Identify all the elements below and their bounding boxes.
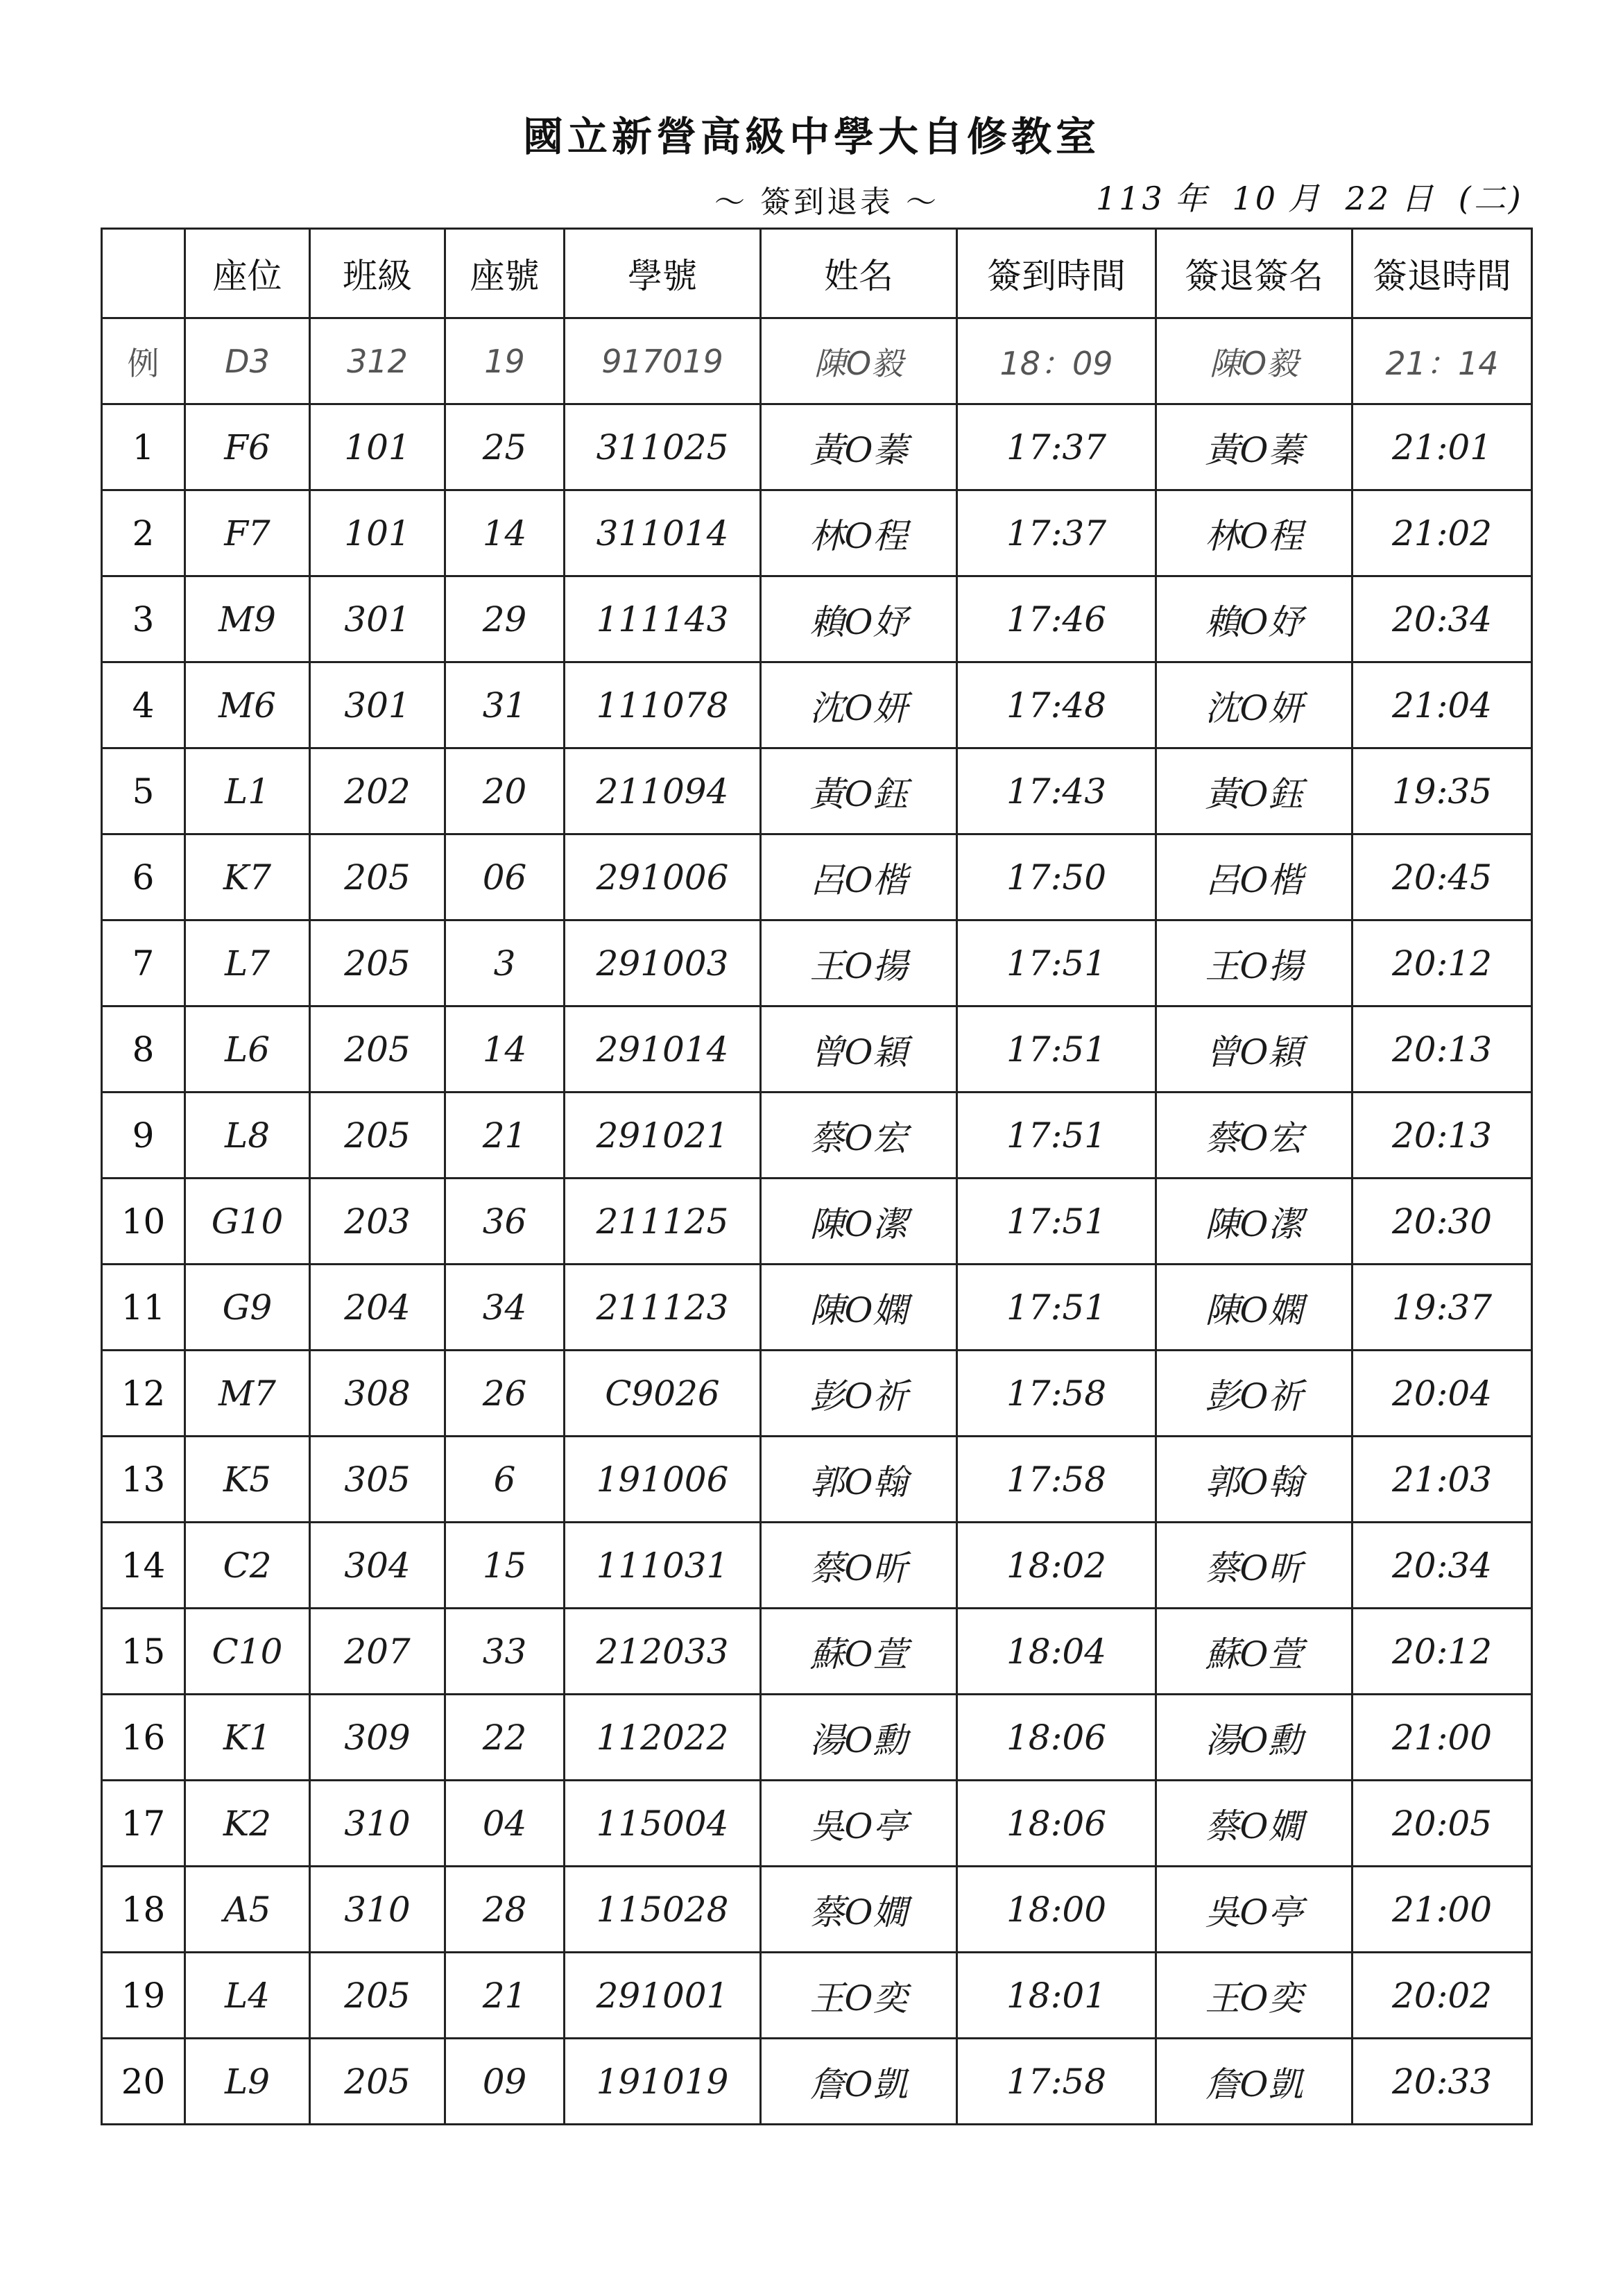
cell-checkin-time: 17:43 [957, 748, 1156, 834]
cell-checkin-time: 17:51 [957, 1093, 1156, 1179]
cell-checkout-time: 19:35 [1352, 748, 1532, 834]
cell-seat: C10 [185, 1609, 310, 1695]
cell-class: 301 [310, 662, 445, 748]
cell-seat: L1 [185, 748, 310, 834]
table-row [102, 404, 1532, 490]
cell-number: 09 [445, 2039, 565, 2125]
cell-seat: F6 [185, 404, 310, 490]
cell-seat: M6 [185, 662, 310, 748]
cell-checkout-time: 20:02 [1352, 1953, 1532, 2039]
cell-class: 205 [310, 1093, 445, 1179]
table-row [102, 834, 1532, 920]
cell-student-id: 291021 [565, 1093, 761, 1179]
cell-seat: G10 [185, 1179, 310, 1265]
table-row [102, 490, 1532, 576]
column-header-checkout-signature: 簽退簽名 [1156, 229, 1352, 318]
row-number: 9 [102, 1093, 185, 1179]
cell-number: 21 [445, 1953, 565, 2039]
cell-checkout-time: 21:00 [1352, 1867, 1532, 1953]
cell-checkout-signature: 陳O嫻 [1156, 1265, 1352, 1351]
example-row [102, 318, 1532, 404]
row-number: 6 [102, 834, 185, 920]
cell-checkout-time: 21:02 [1352, 490, 1532, 576]
cell-checkin-time: 17:37 [957, 404, 1156, 490]
cell-name: 彭O祈 [761, 1351, 957, 1437]
table-row [102, 1265, 1532, 1351]
cell-number: 3 [445, 920, 565, 1006]
table-row [102, 662, 1532, 748]
cell-checkout-time: 21:01 [1352, 404, 1532, 490]
cell-student-id: 311025 [565, 404, 761, 490]
cell-class: 101 [310, 490, 445, 576]
row-number: 12 [102, 1351, 185, 1437]
table-row [102, 920, 1532, 1006]
cell-number: 29 [445, 576, 565, 662]
cell-name: 林O程 [761, 490, 957, 576]
cell-checkout-signature: 呂O楷 [1156, 834, 1352, 920]
cell-checkin-time: 18:06 [957, 1695, 1156, 1781]
cell-checkout-signature: 王O奕 [1156, 1953, 1352, 2039]
cell-class: 202 [310, 748, 445, 834]
cell-checkin-time: 18:02 [957, 1523, 1156, 1609]
cell-student-id: 111078 [565, 662, 761, 748]
row-number: 15 [102, 1609, 185, 1695]
row-number: 14 [102, 1523, 185, 1609]
cell-name: 蔡O昕 [761, 1523, 957, 1609]
row-number: 13 [102, 1437, 185, 1523]
cell-student-id: 112022 [565, 1695, 761, 1781]
cell-student-id: 211123 [565, 1265, 761, 1351]
cell-seat: A5 [185, 1867, 310, 1953]
table-row [102, 1006, 1532, 1093]
cell-checkin-time: 17:50 [957, 834, 1156, 920]
cell-name: 蘇O萱 [761, 1609, 957, 1695]
row-number: 17 [102, 1781, 185, 1867]
cell-checkout-time: 20:05 [1352, 1781, 1532, 1867]
cell-student-id: 111031 [565, 1523, 761, 1609]
cell-seat: K1 [185, 1695, 310, 1781]
cell-name: 吳O亭 [761, 1781, 957, 1867]
cell-number: 28 [445, 1867, 565, 1953]
cell-class: 205 [310, 834, 445, 920]
cell-name: 賴O妤 [761, 576, 957, 662]
cell-checkin-time: 17:48 [957, 662, 1156, 748]
row-number: 3 [102, 576, 185, 662]
column-header-number: 座號 [445, 229, 565, 318]
cell-name: 呂O楷 [761, 834, 957, 920]
cell-name: 郭O翰 [761, 1437, 957, 1523]
example-label: 例 [102, 318, 185, 404]
cell-name: 黃O蓁 [761, 404, 957, 490]
column-header-checkin-time: 簽到時間 [957, 229, 1156, 318]
date-weekday: (二) [1458, 180, 1524, 217]
cell-class: 301 [310, 576, 445, 662]
cell-name: 陳O嫻 [761, 1265, 957, 1351]
cell-checkout-signature: 蘇O萱 [1156, 1609, 1352, 1695]
cell-student-id: 291001 [565, 1953, 761, 2039]
row-number: 11 [102, 1265, 185, 1351]
cell-seat: K5 [185, 1437, 310, 1523]
cell-number: 14 [445, 1006, 565, 1093]
cell-class: 304 [310, 1523, 445, 1609]
column-header-name: 姓名 [761, 229, 957, 318]
cell-checkout-time: 20:33 [1352, 2039, 1532, 2125]
example-class: 312 [310, 318, 445, 404]
row-number: 8 [102, 1006, 185, 1093]
cell-name: 蔡O嫺 [761, 1867, 957, 1953]
cell-number: 21 [445, 1093, 565, 1179]
cell-checkin-time: 17:51 [957, 1006, 1156, 1093]
cell-checkout-time: 20:34 [1352, 576, 1532, 662]
cell-checkin-time: 17:58 [957, 2039, 1156, 2125]
cell-student-id: 191019 [565, 2039, 761, 2125]
row-number: 1 [102, 404, 185, 490]
cell-class: 305 [310, 1437, 445, 1523]
cell-checkout-signature: 林O程 [1156, 490, 1352, 576]
table-row [102, 1867, 1532, 1953]
cell-seat: L7 [185, 920, 310, 1006]
cell-number: 26 [445, 1351, 565, 1437]
cell-name: 湯O勳 [761, 1695, 957, 1781]
signin-table [101, 228, 1533, 2125]
cell-class: 205 [310, 2039, 445, 2125]
cell-student-id: 111143 [565, 576, 761, 662]
cell-seat: M7 [185, 1351, 310, 1437]
row-number: 2 [102, 490, 185, 576]
date-day: 22 [1345, 180, 1392, 217]
cell-checkout-time: 19:37 [1352, 1265, 1532, 1351]
cell-class: 101 [310, 404, 445, 490]
cell-seat: C2 [185, 1523, 310, 1609]
cell-student-id: 291003 [565, 920, 761, 1006]
date-day-unit: 日 [1401, 180, 1436, 217]
form-subtitle: ～ 簽到退表 ～ [714, 185, 939, 220]
cell-checkout-time: 21:03 [1352, 1437, 1532, 1523]
cell-seat: G9 [185, 1265, 310, 1351]
column-header-student-id: 學號 [565, 229, 761, 318]
cell-name: 陳O潔 [761, 1179, 957, 1265]
cell-checkout-signature: 賴O妤 [1156, 576, 1352, 662]
cell-checkin-time: 17:51 [957, 1179, 1156, 1265]
cell-checkout-time: 20:13 [1352, 1093, 1532, 1179]
cell-checkin-time: 18:00 [957, 1867, 1156, 1953]
row-number: 16 [102, 1695, 185, 1781]
cell-student-id: 291006 [565, 834, 761, 920]
example-number: 19 [445, 318, 565, 404]
cell-class: 309 [310, 1695, 445, 1781]
column-header-seat: 座位 [185, 229, 310, 318]
cell-number: 33 [445, 1609, 565, 1695]
cell-checkout-time: 20:12 [1352, 1609, 1532, 1695]
cell-checkout-signature: 詹O凱 [1156, 2039, 1352, 2125]
cell-checkin-time: 17:37 [957, 490, 1156, 576]
example-student-id: 917019 [565, 318, 761, 404]
cell-name: 蔡O宏 [761, 1093, 957, 1179]
cell-class: 203 [310, 1179, 445, 1265]
table-row [102, 1179, 1532, 1265]
cell-number: 6 [445, 1437, 565, 1523]
cell-number: 06 [445, 834, 565, 920]
cell-checkout-time: 20:30 [1352, 1179, 1532, 1265]
cell-checkout-signature: 湯O勳 [1156, 1695, 1352, 1781]
cell-class: 205 [310, 1006, 445, 1093]
date-month-unit: 月 [1287, 180, 1323, 217]
cell-checkin-time: 17:51 [957, 920, 1156, 1006]
cell-checkout-signature: 黃O蓁 [1156, 404, 1352, 490]
table-row [102, 576, 1532, 662]
cell-class: 310 [310, 1781, 445, 1867]
cell-checkout-signature: 蔡O嫺 [1156, 1781, 1352, 1867]
cell-student-id: 191006 [565, 1437, 761, 1523]
cell-class: 205 [310, 1953, 445, 2039]
cell-checkout-time: 20:04 [1352, 1351, 1532, 1437]
cell-class: 205 [310, 920, 445, 1006]
date-year-unit: 年 [1174, 180, 1210, 217]
cell-checkout-signature: 蔡O昕 [1156, 1523, 1352, 1609]
column-header-class: 班級 [310, 229, 445, 318]
cell-checkout-signature: 曾O穎 [1156, 1006, 1352, 1093]
row-number: 4 [102, 662, 185, 748]
cell-seat: L4 [185, 1953, 310, 2039]
cell-seat: M9 [185, 576, 310, 662]
cell-name: 曾O穎 [761, 1006, 957, 1093]
cell-checkout-signature: 沈O妍 [1156, 662, 1352, 748]
cell-seat: L6 [185, 1006, 310, 1093]
cell-seat: K2 [185, 1781, 310, 1867]
cell-checkin-time: 18:01 [957, 1953, 1156, 2039]
cell-seat: K7 [185, 834, 310, 920]
cell-student-id: 212033 [565, 1609, 761, 1695]
cell-name: 王O揚 [761, 920, 957, 1006]
cell-checkout-time: 20:12 [1352, 920, 1532, 1006]
cell-class: 207 [310, 1609, 445, 1695]
cell-seat: F7 [185, 490, 310, 576]
table-row [102, 1953, 1532, 2039]
cell-checkin-time: 17:46 [957, 576, 1156, 662]
table-row [102, 1351, 1532, 1437]
cell-checkin-time: 17:58 [957, 1351, 1156, 1437]
cell-student-id: 291014 [565, 1006, 761, 1093]
example-checkin: 18：09 [957, 318, 1156, 404]
row-number: 18 [102, 1867, 185, 1953]
cell-checkout-signature: 蔡O宏 [1156, 1093, 1352, 1179]
cell-checkout-signature: 彭O祈 [1156, 1351, 1352, 1437]
cell-number: 31 [445, 662, 565, 748]
cell-checkout-signature: 黃O鈺 [1156, 748, 1352, 834]
cell-number: 25 [445, 404, 565, 490]
cell-number: 34 [445, 1265, 565, 1351]
cell-checkin-time: 17:58 [957, 1437, 1156, 1523]
row-number: 20 [102, 2039, 185, 2125]
page-title: 國立新營高級中學大自修教室 [522, 113, 1100, 160]
table-row [102, 1781, 1532, 1867]
example-seat: D3 [185, 318, 310, 404]
cell-student-id: C9026 [565, 1351, 761, 1437]
cell-number: 36 [445, 1179, 565, 1265]
row-number: 5 [102, 748, 185, 834]
cell-number: 20 [445, 748, 565, 834]
cell-name: 黃O鈺 [761, 748, 957, 834]
table-row [102, 2039, 1532, 2125]
cell-checkout-signature: 王O揚 [1156, 920, 1352, 1006]
cell-seat: L8 [185, 1093, 310, 1179]
table-row [102, 1523, 1532, 1609]
cell-checkin-time: 17:51 [957, 1265, 1156, 1351]
cell-student-id: 211094 [565, 748, 761, 834]
date-month: 10 [1232, 180, 1278, 217]
cell-number: 15 [445, 1523, 565, 1609]
cell-checkin-time: 18:04 [957, 1609, 1156, 1695]
cell-class: 308 [310, 1351, 445, 1437]
cell-number: 04 [445, 1781, 565, 1867]
cell-student-id: 115028 [565, 1867, 761, 1953]
table-row [102, 1695, 1532, 1781]
cell-name: 沈O妍 [761, 662, 957, 748]
cell-checkout-time: 21:00 [1352, 1695, 1532, 1781]
cell-checkin-time: 18:06 [957, 1781, 1156, 1867]
table-header-row [102, 229, 1532, 318]
date-year: 113 [1096, 180, 1165, 217]
cell-checkout-signature: 吳O亭 [1156, 1867, 1352, 1953]
cell-seat: L9 [185, 2039, 310, 2125]
cell-student-id: 211125 [565, 1179, 761, 1265]
cell-checkout-time: 20:34 [1352, 1523, 1532, 1609]
form-date [1096, 173, 1534, 219]
corner-cell [102, 229, 185, 318]
column-header-checkout-time: 簽退時間 [1352, 229, 1532, 318]
cell-class: 204 [310, 1265, 445, 1351]
cell-class: 310 [310, 1867, 445, 1953]
table-row [102, 1437, 1532, 1523]
cell-checkout-signature: 陳O潔 [1156, 1179, 1352, 1265]
example-name: 陳O毅 [761, 318, 957, 404]
row-number: 19 [102, 1953, 185, 2039]
cell-student-id: 311014 [565, 490, 761, 576]
cell-number: 22 [445, 1695, 565, 1781]
row-number: 7 [102, 920, 185, 1006]
cell-name: 王O奕 [761, 1953, 957, 2039]
table-row [102, 748, 1532, 834]
cell-checkout-signature: 郭O翰 [1156, 1437, 1352, 1523]
cell-student-id: 115004 [565, 1781, 761, 1867]
table-row [102, 1093, 1532, 1179]
row-number: 10 [102, 1179, 185, 1265]
example-signature: 陳O毅 [1156, 318, 1352, 404]
cell-checkout-time: 20:45 [1352, 834, 1532, 920]
table-row [102, 1609, 1532, 1695]
cell-number: 14 [445, 490, 565, 576]
example-checkout: 21：14 [1352, 318, 1532, 404]
cell-checkout-time: 21:04 [1352, 662, 1532, 748]
cell-checkout-time: 20:13 [1352, 1006, 1532, 1093]
cell-name: 詹O凱 [761, 2039, 957, 2125]
